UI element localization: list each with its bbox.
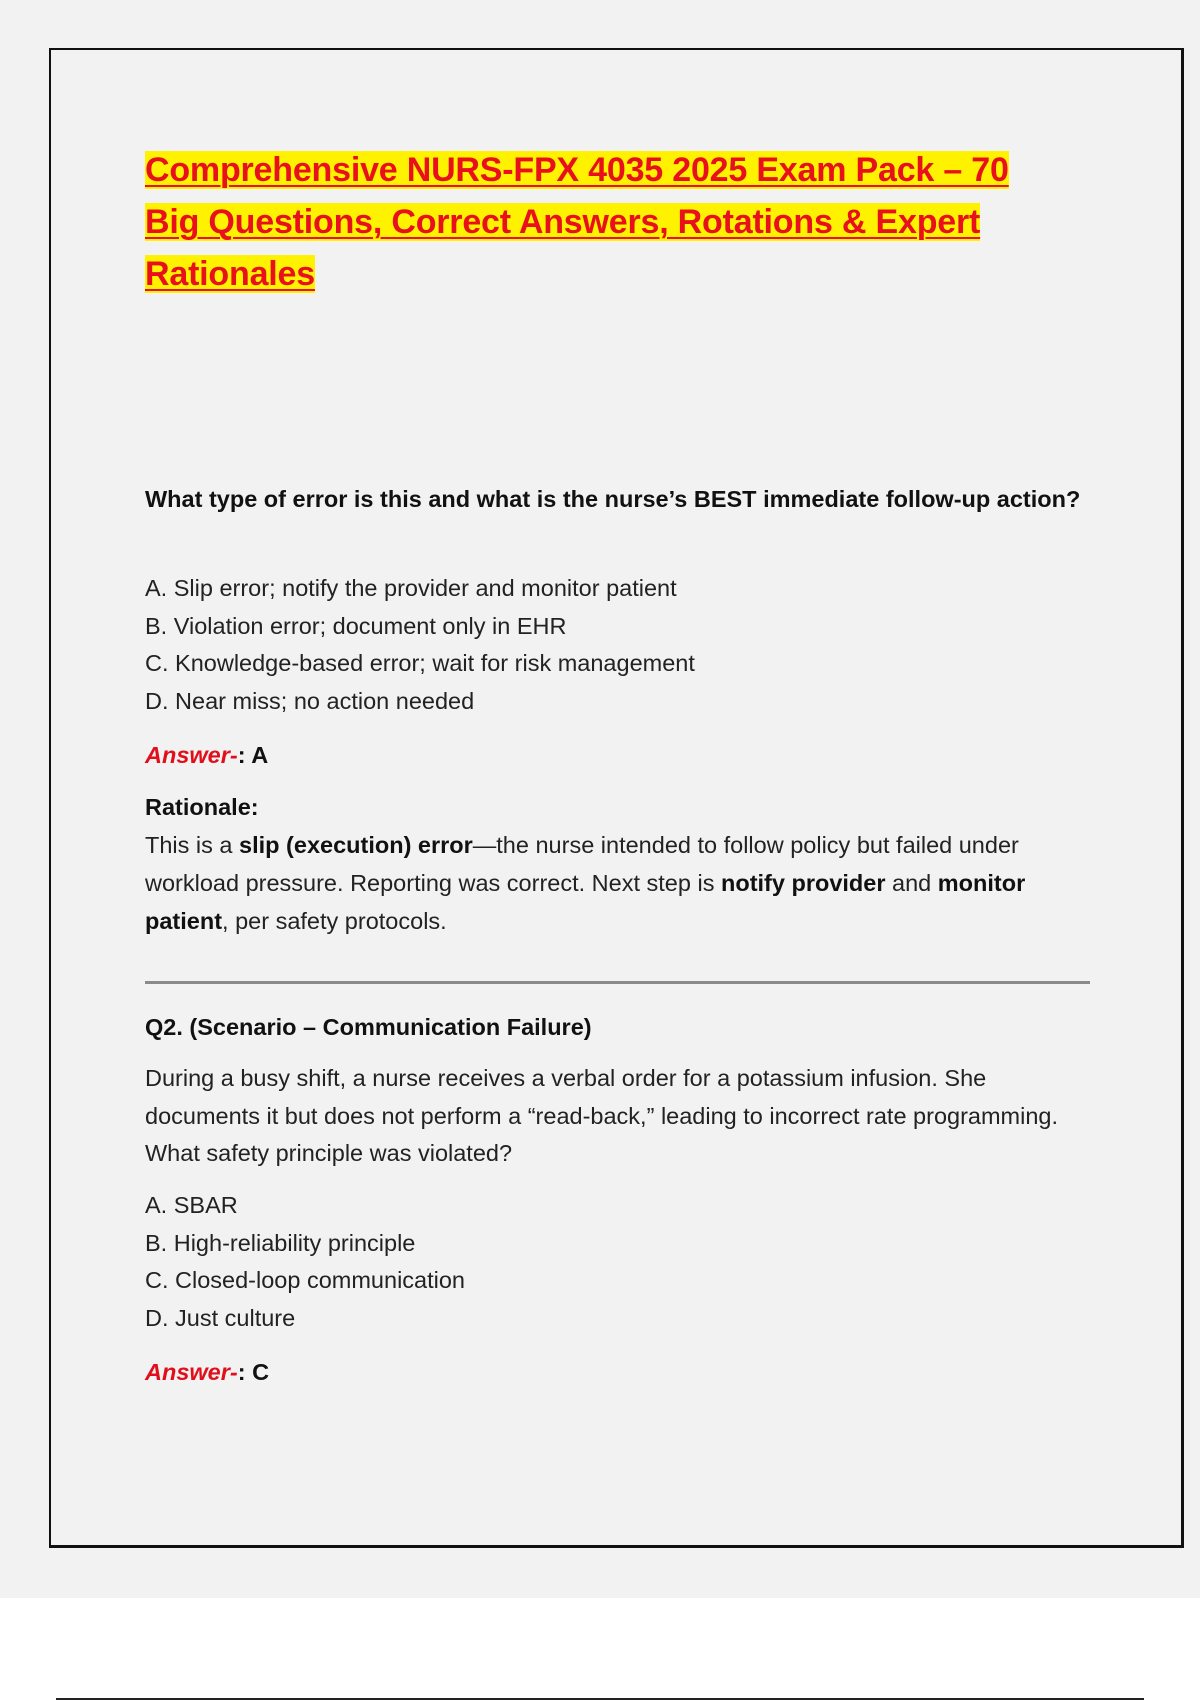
rationale-text-part: —the nurse intended to follow policy but failed under workload pressure. Reporting was correct. Next step is [145, 832, 1019, 896]
answer-value: : C [237, 1359, 270, 1385]
question-1-options [145, 570, 1090, 720]
question-1-option-b: B. Violation error; document only in EHR [145, 612, 567, 639]
rationale-heading: Rationale: [145, 794, 259, 820]
answer-label: Answer- [145, 742, 238, 768]
question-1-answer [145, 736, 1090, 774]
question-1-option-a: A. Slip error; notify the provider and monitor patient [145, 575, 677, 601]
section-divider [145, 981, 1090, 984]
answer-label: Answer- [145, 1359, 238, 1385]
rationale-text [145, 826, 1090, 940]
question-2-answer [145, 1353, 1090, 1391]
question-2-stem: During a busy shift, a nurse receives a verbal order for a potassium infusion. She documents it but does not perform a “read-back,” leading to incorrect rate programming. What safety principle was violated? [145, 1065, 1059, 1166]
question-2-option-d: D. Just culture [145, 1304, 296, 1331]
question-2-option-a: A. SBAR [145, 1192, 238, 1218]
question-1-stem: What type of error is this and what is the nurse’s BEST immediate follow-up action? [145, 486, 1081, 512]
rationale-text-part: This is a [145, 832, 240, 858]
rationale-text-part: and [885, 870, 938, 896]
document-title [145, 144, 1045, 300]
answer-value: : A [237, 742, 269, 768]
rationale-text-part: , per safety protocols. [222, 908, 447, 934]
question-2-option-b: B. High-reliability principle [145, 1229, 416, 1256]
document-title-text: Comprehensive NURS-FPX 4035 2025 Exam Pack – 70 Big Questions, Correct Answers, Rotations & Expert Rationales [145, 151, 1009, 293]
question-2-heading: Q2. (Scenario – Communication Failure) [145, 1014, 592, 1040]
question-1-option-d: D. Near miss; no action needed [145, 687, 475, 714]
rationale-bold-notify: notify provider [720, 870, 886, 896]
rationale-bold-monitor: monitor patient [145, 870, 1026, 934]
rationale-bold-error-type: slip (execution) error [239, 832, 473, 858]
question-1-option-c: C. Knowledge-based error; wait for risk management [145, 650, 695, 676]
question-2-option-c: C. Closed-loop communication [145, 1267, 466, 1293]
question-2-options [145, 1187, 1090, 1337]
